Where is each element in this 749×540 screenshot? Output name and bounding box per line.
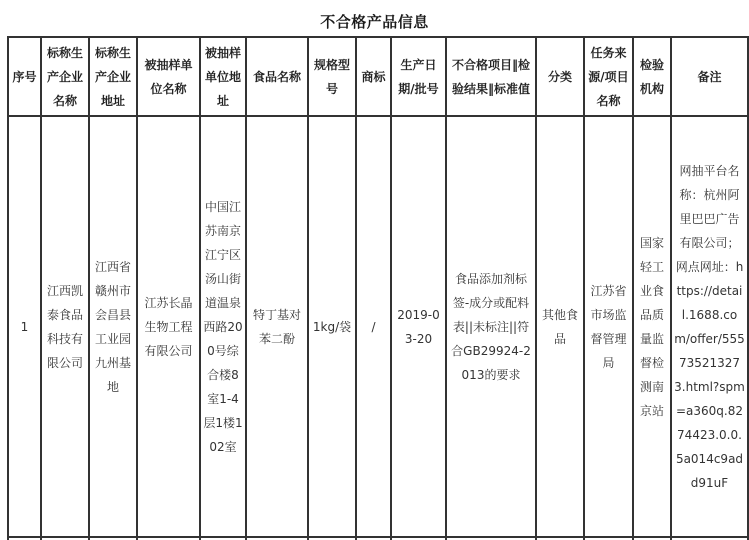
header-spec-model: 规格型号 <box>308 37 356 116</box>
header-trademark: 商标 <box>356 37 391 116</box>
cell-sampled-unit-address: 中国江苏南京江宁区汤山街道温泉西路200号综合楼8室1-4层1楼102室 <box>200 116 246 537</box>
cell-producer-address: 江西省赣州市会昌县工业园九州基地 <box>89 116 137 537</box>
cell-producer-name: 江西凯泰食品科技有限公司 <box>41 116 89 537</box>
header-food-name: 食品名称 <box>246 37 308 116</box>
cell-inspection-agency: 国家轻工业食品质量监督检测南京站 <box>633 116 671 537</box>
table-row <box>8 116 748 537</box>
header-inspection-agency: 检验机构 <box>633 37 671 116</box>
defective-products-table <box>7 36 749 540</box>
cell-spec-model: 1kg/袋 <box>308 116 356 537</box>
cell-production-date: 2019-03-20 <box>391 116 446 537</box>
header-producer-name: 标称生产企业名称 <box>41 37 89 116</box>
header-production-date: 生产日期/批号 <box>391 37 446 116</box>
cell-trademark: / <box>356 116 391 537</box>
header-failed-item: 不合格项目‖检验结果‖标准值 <box>446 37 536 116</box>
header-sampled-unit-address: 被抽样单位地址 <box>200 37 246 116</box>
header-serial-number: 序号 <box>8 37 41 116</box>
cell-failed-item: 食品添加剂标签-成分或配料表||未标注||符合GB29924-2013的要求 <box>446 116 536 537</box>
cell-task-source: 江苏省市场监督管理局 <box>584 116 633 537</box>
header-remarks: 备注 <box>671 37 748 116</box>
cell-sampled-unit-name: 江苏长晶生物工程有限公司 <box>137 116 200 537</box>
header-task-source: 任务来源/项目名称 <box>584 37 633 116</box>
header-category: 分类 <box>536 37 584 116</box>
page-title: 不合格产品信息 <box>320 13 429 31</box>
cell-category: 其他食品 <box>536 116 584 537</box>
table-header-row <box>8 37 748 116</box>
header-producer-address: 标称生产企业地址 <box>89 37 137 116</box>
header-sampled-unit-name: 被抽样单位名称 <box>137 37 200 116</box>
cell-food-name: 特丁基对苯二酚 <box>246 116 308 537</box>
cell-serial-number: 1 <box>8 116 41 537</box>
cell-remarks: 网抽平台名称：杭州阿里巴巴广告有限公司；网点网址：https://detail.1688.com/offer/555735213273.html?spm=a360q.8274423.0.0.5a014c9add91uF <box>671 116 748 537</box>
